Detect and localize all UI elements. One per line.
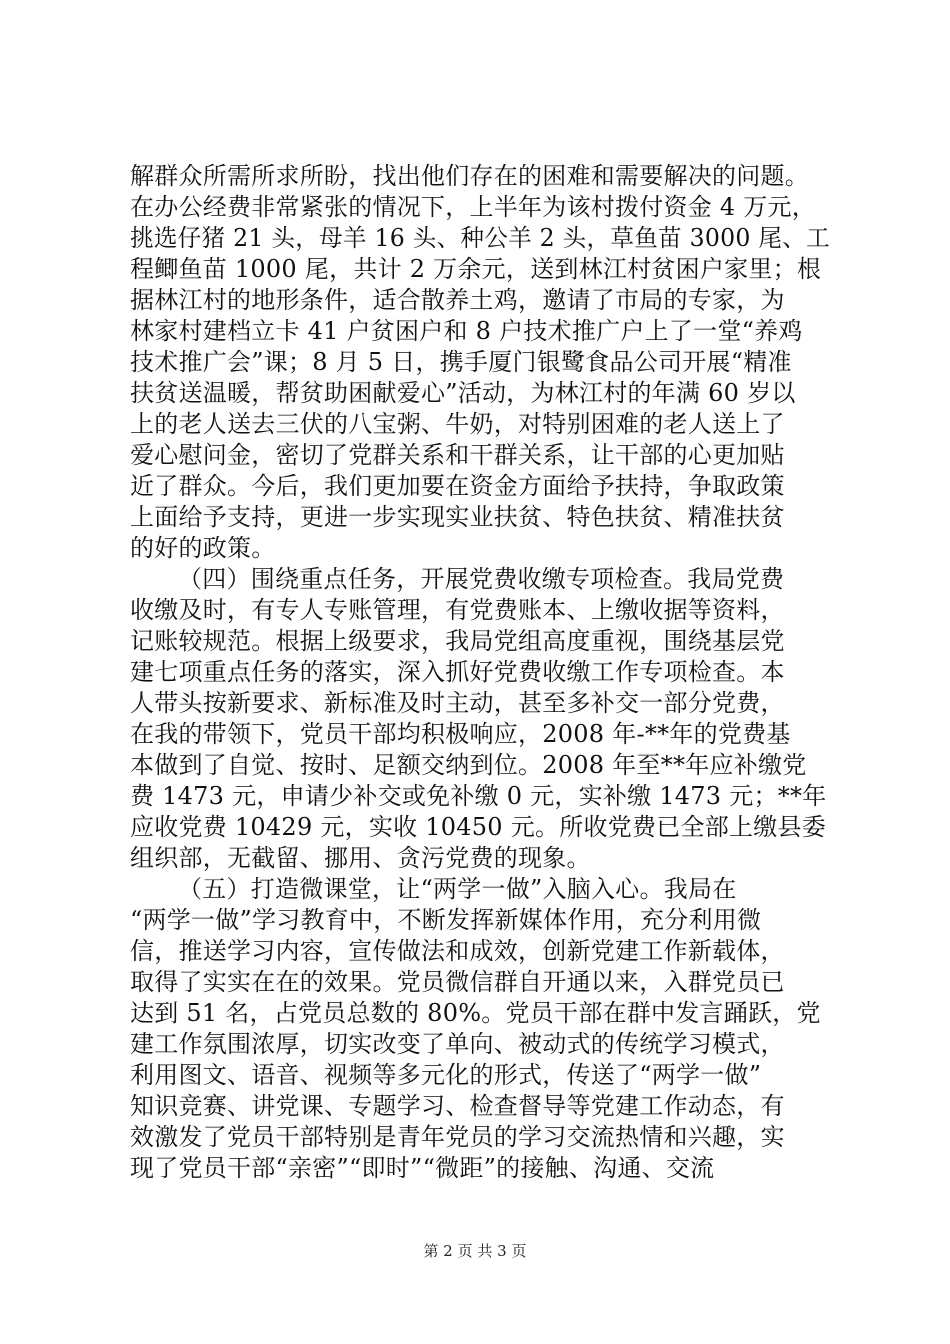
section-heading-line: （五）打造微课堂，让“两学一做”入脑入心。我局在 [178, 875, 737, 903]
text-line: 挑选仔猪 21 头，母羊 16 头、种公羊 2 头，草鱼苗 3000 尾、工 [130, 224, 830, 252]
text-line: 解群众所需所求所盼，找出他们存在的困难和需要解决的问题。 [130, 162, 809, 190]
text-line: 取得了实实在在的效果。党员微信群自开通以来，入群党员已 [130, 968, 785, 996]
text-line: 技术推广会”课；8 月 5 日，携手厦门银鹭食品公司开展“精准 [130, 348, 792, 376]
text-line: 扶贫送温暖，帮贫助困献爱心”活动，为林江村的年满 60 岁以 [130, 379, 796, 407]
section-heading-line: （四）围绕重点任务，开展党费收缴专项检查。我局党费 [178, 565, 785, 593]
text-line: 现了党员干部“亲密”“即时”“微距”的接触、沟通、交流 [130, 1154, 715, 1182]
text-line: 利用图文、语音、视频等多元化的形式，传送了“两学一做” [130, 1061, 762, 1089]
text-line: 组织部，无截留、挪用、贪污党费的现象。 [130, 844, 591, 872]
text-line: 程鲫鱼苗 1000 尾，共计 2 万余元，送到林江村贫困户家里；根 [130, 255, 822, 283]
text-line: 据林江村的地形条件，适合散养土鸡，邀请了市局的专家，为 [130, 286, 785, 314]
text-line: 记账较规范。根据上级要求，我局党组高度重视，围绕基层党 [130, 627, 785, 655]
text-line: 近了群众。今后，我们更加要在资金方面给予扶持，争取政策 [130, 472, 785, 500]
text-line: 效激发了党员干部特别是青年党员的学习交流热情和兴趣，实 [130, 1123, 785, 1151]
text-line: 信，推送学习内容，宣传做法和成效，创新党建工作新载体， [130, 937, 785, 965]
text-line: 费 1473 元，申请少补交或免补缴 0 元，实补缴 1473 元；**年 [130, 782, 827, 810]
text-line: 上面给予支持，更进一步实现实业扶贫、特色扶贫、精准扶贫 [130, 503, 785, 531]
text-line: 在我的带领下，党员干部均积极响应，2008 年-**年的党费基 [130, 720, 791, 748]
text-line: 知识竞赛、讲党课、专题学习、检查督导等党建工作动态，有 [130, 1092, 785, 1120]
page-number-footer: 第 2 页 共 3 页 [423, 1242, 527, 1260]
text-line: 应收党费 10429 元，实收 10450 元。所收党费已全部上缴县委 [130, 813, 826, 841]
text-line: 人带头按新要求、新标准及时主动，甚至多补交一部分党费， [130, 689, 785, 717]
text-line: 达到 51 名，占党员总数的 80%。党员干部在群中发言踊跃，党 [130, 999, 821, 1027]
text-line: 在办公经费非常紧张的情况下，上半年为该村拨付资金 4 万元， [130, 193, 817, 221]
text-line: 林家村建档立卡 41 户贫困户和 8 户技术推广户上了一堂“养鸡 [130, 317, 803, 345]
text-line: 爱心慰问金，密切了党群关系和干群关系，让干部的心更加贴 [130, 441, 785, 469]
text-line: 建工作氛围浓厚，切实改变了单向、被动式的传统学习模式， [130, 1030, 785, 1058]
text-line: “两学一做”学习教育中，不断发挥新媒体作用，充分利用微 [130, 906, 762, 934]
text-line: 上的老人送去三伏的八宝粥、牛奶，对特别困难的老人送上了 [130, 410, 785, 438]
text-line: 收缴及时，有专人专账管理，有党费账本、上缴收据等资料， [130, 596, 785, 624]
text-line: 建七项重点任务的落实，深入抓好党费收缴工作专项检查。本 [130, 658, 785, 686]
text-line: 的好的政策。 [130, 534, 276, 562]
text-line: 本做到了自觉、按时、足额交纳到位。2008 年至**年应补缴党 [130, 751, 807, 779]
